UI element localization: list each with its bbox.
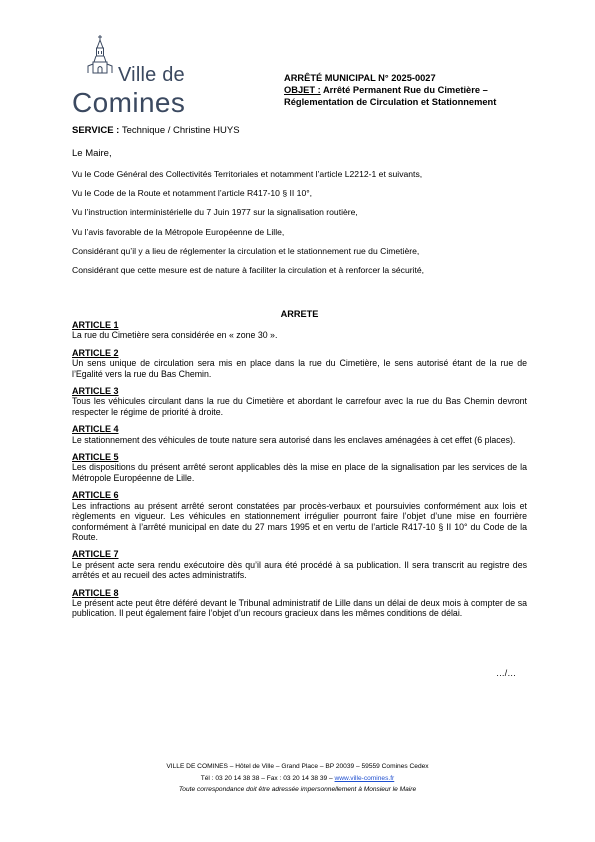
article-title: ARTICLE 7 (72, 549, 119, 560)
service-line (72, 125, 240, 136)
articles-list (72, 320, 527, 626)
arrete-number: ARRÊTÉ MUNICIPAL N° 2025-0027 (284, 73, 436, 83)
service-label: SERVICE : (72, 125, 120, 136)
objet-text: Arrêté Permanent Rue du Cimetière – (322, 85, 488, 95)
article-text: Le présent acte peut être déféré devant le Tribunal administratif de Lille dans un délai de deux mois à compter de sa publication. Il peut également faire l’objet d’un recours gracieux dans les mêmes conditions de délai. (72, 597, 527, 619)
article-text: Le stationnement des véhicules de toute nature sera autorisé dans les enclaves aménagées à cet effet (6 places). (72, 434, 516, 445)
article (72, 588, 527, 619)
comines-logo (72, 34, 192, 116)
article-title: ARTICLE 1 (72, 320, 119, 330)
visas-list (72, 169, 552, 284)
article-text: Un sens unique de circulation sera mis en place dans la rue du Cimetière, le sens autorisé étant de la rue de l’Egalité vers la rue du Bas Chemin. (72, 358, 527, 379)
article-text: Tous les véhicules circulant dans la rue du Cimetière et abordant le carrefour avec la rue du Bas Chemin devront respecter le régime de priorité à droite. (72, 396, 527, 417)
logo-line2: Comines (72, 87, 186, 118)
article (72, 452, 527, 483)
article (72, 320, 527, 341)
arrete-objet (284, 84, 584, 96)
arrete-header (284, 72, 584, 108)
visa-item: Vu l’avis favorable de la Métropole Européenne de Lille, (72, 226, 285, 237)
article (72, 386, 527, 417)
article (72, 424, 527, 445)
footer-address: VILLE DE COMINES – Hôtel de Ville – Grand Place – BP 20039 – 59559 Comines Cedex (166, 763, 429, 770)
service-value: Technique / Christine HUYS (121, 125, 240, 136)
salutation: Le Maire, (72, 148, 112, 159)
article-title: ARTICLE 3 (72, 386, 119, 397)
article-text: Les infractions au présent arrêté seront constatées par procès-verbaux et poursuivies conformément aux lois et règlements en vigueur. Les véhicules en stationnement irrégulier pourront faire l’objet d’une mise en fourrière conformément à l’arrêté municipal en date du 27 mars 1995 et en vertu de l’article R417-10 § II 10° du Code de la Route. (72, 500, 527, 542)
objet-label: OBJET : (284, 85, 321, 95)
article-title: ARTICLE 6 (72, 490, 119, 501)
article-text: La rue du Cimetière sera considérée en « zone 30 ». (72, 330, 278, 341)
logo-line1: Ville de (118, 64, 185, 86)
visa-item: Vu le Code Général des Collectivités Territoriales et notamment l’article L2212-1 et suivants, (72, 169, 423, 179)
footer-phone-fax: Tél : 03 20 14 38 38 – Fax : 03 20 14 38 39 – (200, 774, 335, 782)
article (72, 490, 527, 542)
article-title: ARTICLE 8 (72, 587, 119, 598)
visa-item: Vu le Code de la Route et notamment l’article R417-10 § II 10°, (72, 188, 313, 199)
article-title: ARTICLE 4 (72, 424, 119, 435)
visa-item: Vu l’instruction interministérielle du 7 Juin 1977 sur la signalisation routière, (72, 207, 358, 218)
footer-contact (0, 773, 595, 785)
page-footer (0, 761, 595, 796)
article (72, 549, 527, 580)
visa-item: Considérant qu’il y a lieu de réglementer la circulation et le stationnement rue du Cimetière, (72, 245, 420, 256)
continuation-mark: …/… (496, 668, 517, 678)
objet-line2: Réglementation de Circulation et Stationnement (284, 97, 497, 107)
article (72, 348, 527, 379)
footer-note: Toute correspondance doit être adressée impersonnellement à Monsieur le Maire (178, 786, 417, 793)
website-link[interactable]: www.ville-comines.fr (334, 774, 395, 782)
article-title: ARTICLE 2 (72, 347, 119, 358)
arrete-title: ARRETE (280, 309, 319, 319)
article-title: ARTICLE 5 (72, 452, 119, 463)
article-text: Le présent acte sera rendu exécutoire dès qu’il aura été procédé à sa publication. Il sera transcrit au registre des arrêtés et au recueil des actes administratifs. (72, 559, 527, 581)
visa-item: Considérant que cette mesure est de nature à faciliter la circulation et à renforcer la sécurité, (72, 264, 425, 275)
article-text: Les dispositions du présent arrêté seront applicables dès la mise en place de la signalisation par les services de la Métropole Européenne de Lille. (72, 462, 527, 483)
